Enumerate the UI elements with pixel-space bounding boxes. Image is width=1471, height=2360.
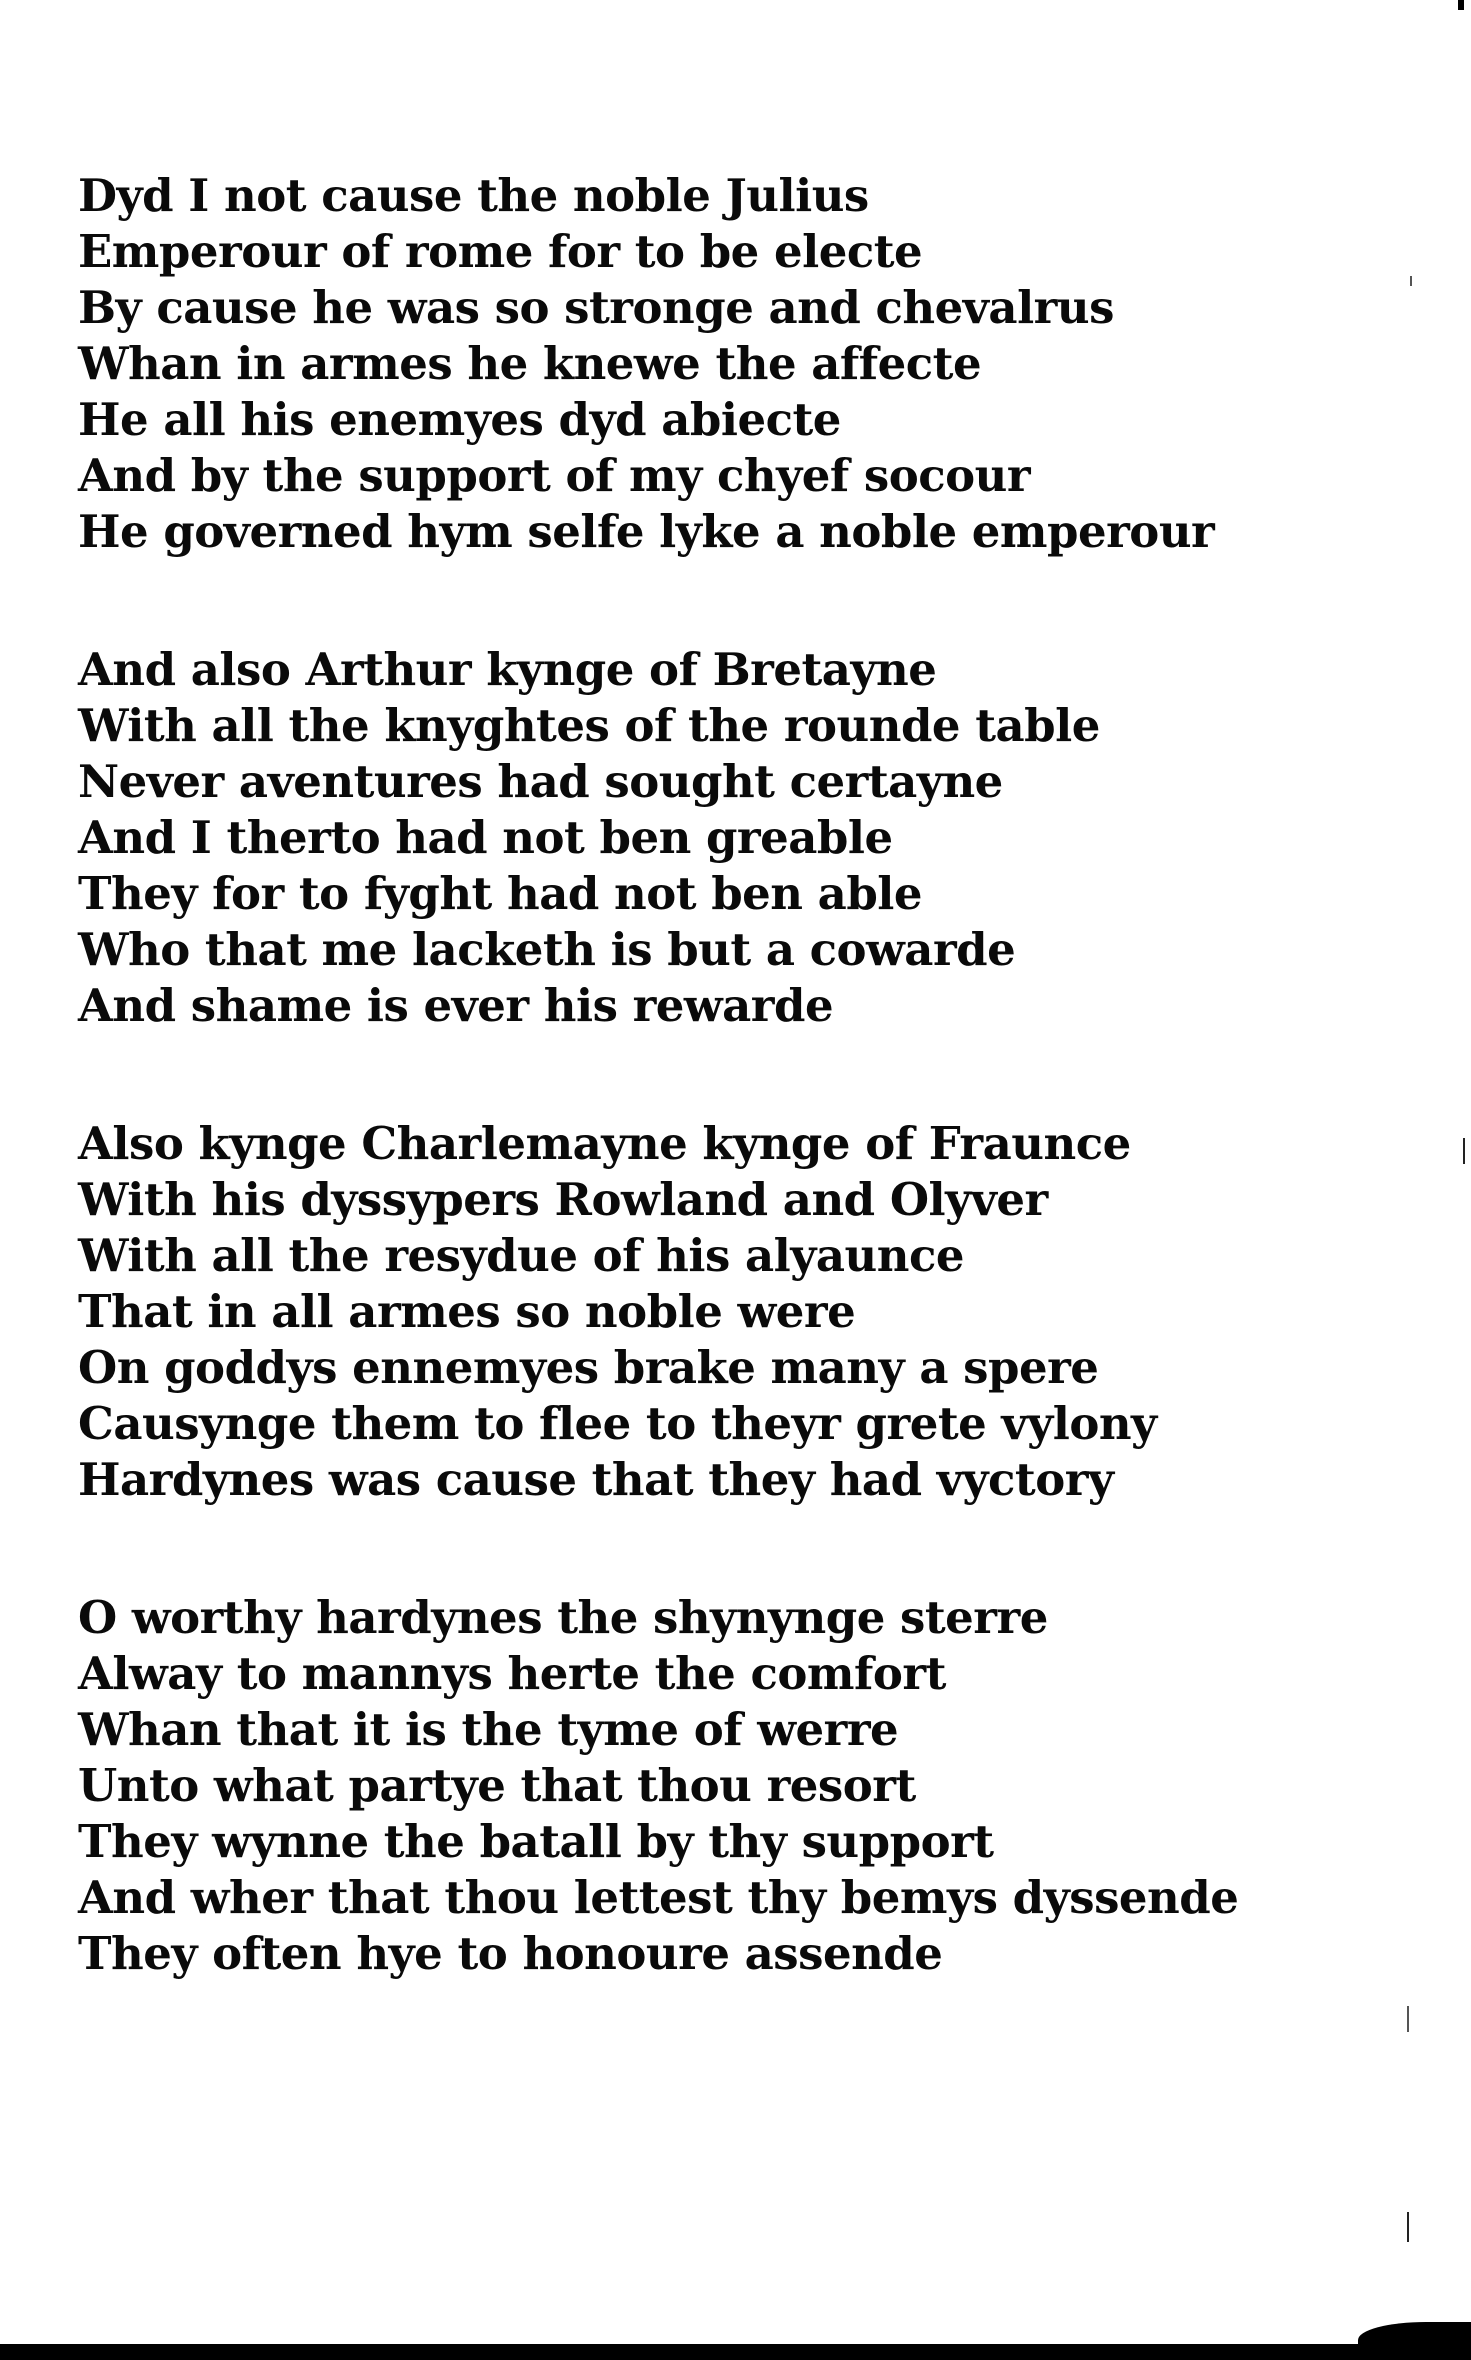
verse-line: With all the resydue of his alyaunce bbox=[78, 1229, 964, 1282]
verse-line: Whan that it is the tyme of werre bbox=[78, 1703, 899, 1756]
verse-line: Unto what partye that thou resort bbox=[78, 1759, 916, 1812]
scan-speck bbox=[1407, 2006, 1409, 2032]
stanza-4 bbox=[78, 1590, 1239, 1982]
verse-line: Causynge them to flee to theyr grete vylony bbox=[78, 1397, 1157, 1450]
scan-speck bbox=[1407, 2212, 1409, 2242]
scan-speck bbox=[1410, 276, 1412, 286]
verse-line: Hardynes was cause that they had vyctory bbox=[78, 1453, 1114, 1506]
verse-line: Never aventures had sought certayne bbox=[78, 755, 1003, 808]
verse-line: He governed hym selfe lyke a noble emperour bbox=[78, 505, 1215, 558]
stanza-3 bbox=[78, 1116, 1157, 1508]
verse-line: And shame is ever his rewarde bbox=[78, 979, 834, 1032]
verse-line: Who that me lacketh is but a cowarde bbox=[78, 923, 1016, 976]
verse-line: With his dyssypers Rowland and Olyver bbox=[78, 1173, 1048, 1226]
verse-line: Alway to mannys herte the comfort bbox=[78, 1647, 946, 1700]
verse-line: Whan in armes he knewe the affecte bbox=[78, 337, 982, 390]
scan-bottom-border bbox=[0, 2344, 1471, 2360]
verse-line: And I therto had not ben greable bbox=[78, 811, 893, 864]
verse-line: Dyd I not cause the noble Julius bbox=[78, 169, 869, 222]
verse-line: They for to fyght had not ben able bbox=[78, 867, 923, 920]
verse-line: That in all armes so noble were bbox=[78, 1285, 856, 1338]
poem-text bbox=[78, 168, 1239, 2064]
scan-speck bbox=[1463, 1138, 1465, 1164]
verse-line: On goddys ennemyes brake many a spere bbox=[78, 1341, 1099, 1394]
verse-line: And wher that thou lettest thy bemys dyssende bbox=[78, 1871, 1239, 1924]
verse-line: Emperour of rome for to be electe bbox=[78, 225, 923, 278]
verse-line: And by the support of my chyef socour bbox=[78, 449, 1031, 502]
stanza-2 bbox=[78, 642, 1118, 1034]
verse-line: With all the knyghtes of the rounde table bbox=[78, 699, 1100, 752]
verse-line: They often hye to honoure assende bbox=[78, 1927, 943, 1980]
verse-line: They wynne the batall by thy support bbox=[78, 1815, 994, 1868]
verse-line: Also kynge Charlemayne kynge of Fraunce bbox=[78, 1117, 1131, 1170]
verse-line: O worthy hardynes the shynynge sterre bbox=[78, 1591, 1048, 1644]
scan-edge-mark bbox=[1458, 0, 1464, 10]
verse-line: He all his enemyes dyd abiecte bbox=[78, 393, 841, 446]
stanza-1 bbox=[78, 168, 1215, 560]
verse-line: And also Arthur kynge of Bretayne bbox=[78, 643, 937, 696]
verse-line: By cause he was so stronge and chevalrus bbox=[78, 281, 1114, 334]
